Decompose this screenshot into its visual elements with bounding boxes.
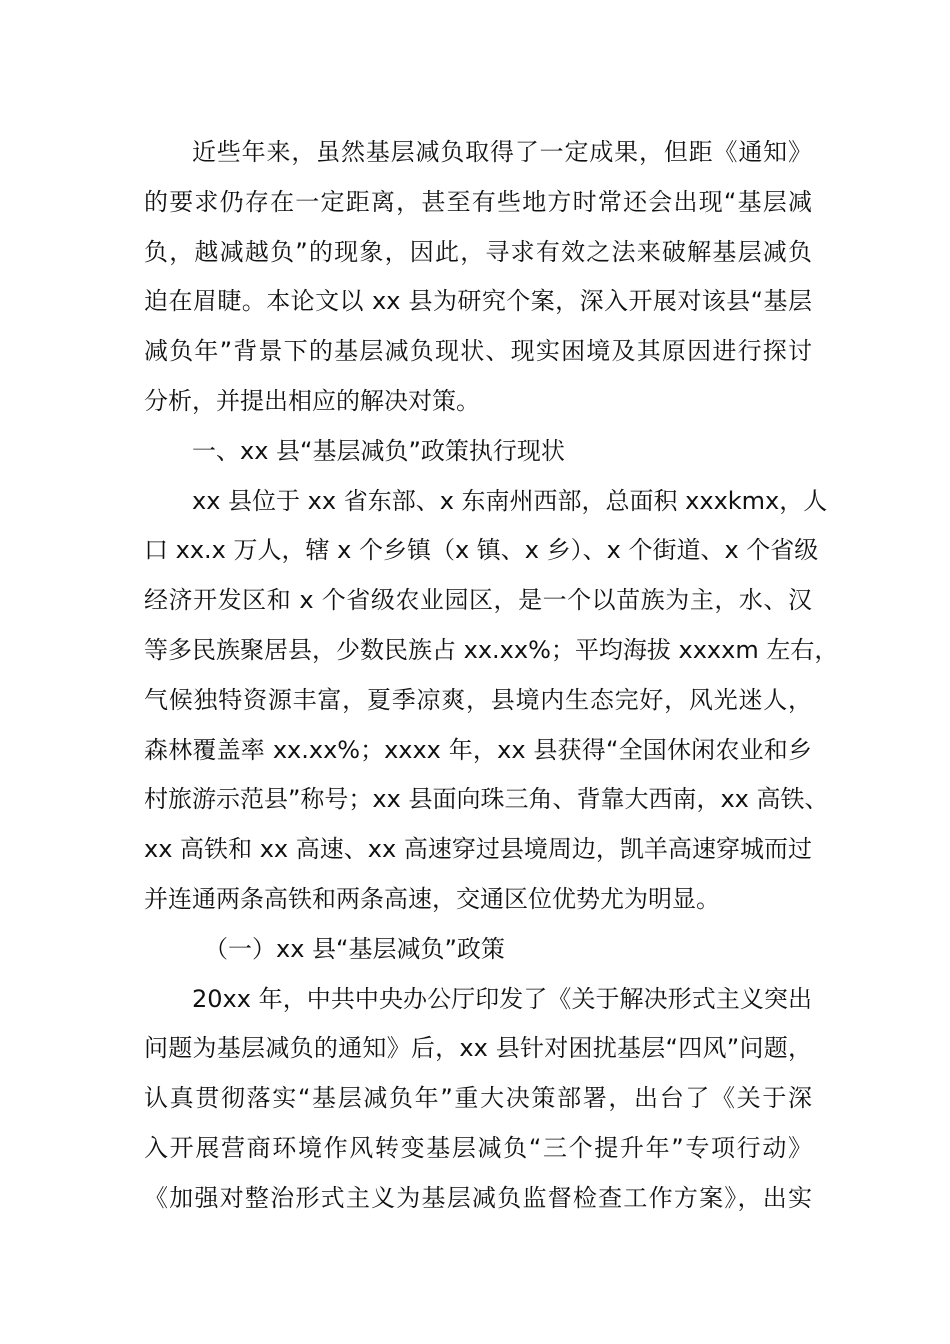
text-line: 认真贯彻落实“基层减负年”重大决策部署，出台了《关于深 [144, 1084, 812, 1113]
text-line: 村旅游示范县”称号；xx 县面向珠三角、背靠大西南，xx 高铁、 [144, 785, 829, 814]
text-line: 口 xx.x 万人，辖 x 个乡镇（x 镇、x 乡）、x 个街道、x 个省级 [144, 536, 819, 565]
text-line: 减负年”背景下的基层减负现状、现实困境及其原因进行探讨 [144, 337, 812, 366]
text-line: 《加强对整治形式主义为基层减负监督检查工作方案》，出实 [144, 1183, 812, 1212]
text-line: 负，越减越负”的现象，因此，寻求有效之法来破解基层减负 [144, 237, 812, 266]
text-line: 分析，并提出相应的解决对策。 [144, 386, 480, 415]
document-body [144, 128, 839, 1224]
text-line: xx 县位于 xx 省东部、x 东南州西部，总面积 xxxkmx，人 [192, 486, 828, 515]
text-line: 森林覆盖率 xx.xx%；xxxx 年，xx 县获得“全国休闲农业和乡 [144, 735, 812, 764]
text-line: 的要求仍存在一定距离，甚至有些地方时常还会出现“基层减 [144, 187, 812, 216]
text-line: 近些年来，虽然基层减负取得了一定成果，但距《通知》 [192, 138, 812, 166]
text-line: 迫在眉睫。本论文以 xx 县为研究个案，深入开展对该县“基层 [144, 287, 812, 316]
text-line: 等多民族聚居县，少数民族占 xx.xx%；平均海拔 xxxxm 左右， [144, 635, 839, 664]
text-line: 经济开发区和 x 个省级农业园区，是一个以苗族为主，水、汉 [144, 586, 812, 615]
text-line: 并连通两条高铁和两条高速，交通区位优势尤为明显。 [144, 884, 720, 913]
text-line: 问题为基层减负的通知》后，xx 县针对困扰基层“四风”问题， [144, 1034, 812, 1063]
text-line: （一）xx 县“基层减负”政策 [204, 934, 505, 963]
text-line: 一、xx 县“基层减负”政策执行现状 [192, 436, 565, 465]
text-line: 20xx 年，中共中央办公厅印发了《关于解决形式主义突出 [192, 984, 812, 1013]
text-line: 入开展营商环境作风转变基层减负“三个提升年”专项行动》 [144, 1133, 812, 1162]
text-line: 气候独特资源丰富，夏季凉爽，县境内生态完好，风光迷人， [144, 685, 812, 714]
text-line: xx 高铁和 xx 高速、xx 高速穿过县境周边，凯羊高速穿城而过 [144, 835, 812, 864]
